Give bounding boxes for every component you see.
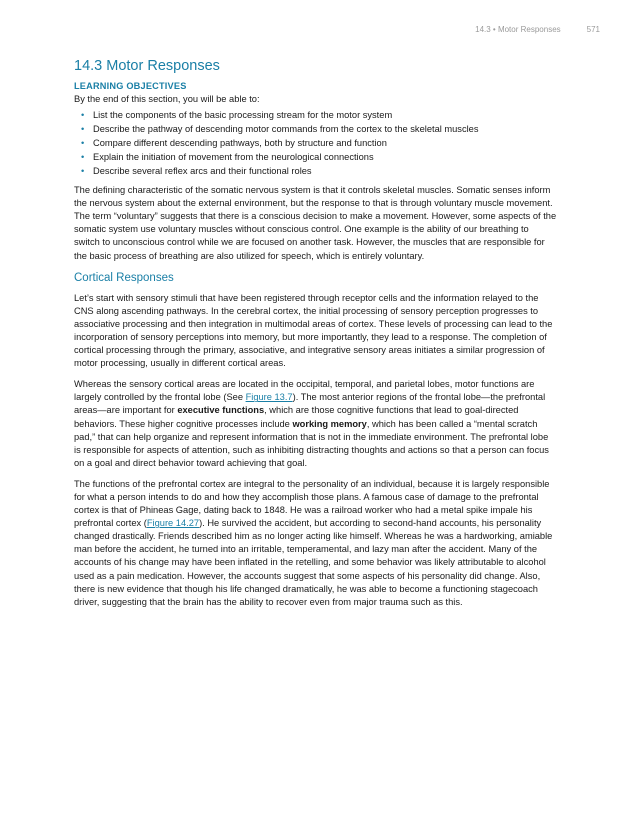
objective-item	[74, 108, 557, 122]
running-header	[475, 25, 600, 34]
objective-text: Describe the pathway of descending motor commands from the cortex to the skeletal muscles	[93, 124, 479, 135]
bullet-icon: •	[81, 124, 85, 135]
learning-objectives-list	[74, 108, 557, 178]
running-header-section: 14.3 • Motor Responses	[475, 25, 561, 34]
term-executive-functions: executive functions	[177, 405, 265, 416]
objective-text: List the components of the basic processing stream for the motor system	[93, 110, 393, 121]
subsection-heading: Cortical Responses	[74, 271, 174, 284]
objective-text: Describe several reflex arcs and their functional roles	[93, 166, 312, 177]
objective-text: Explain the initiation of movement from the neurological connections	[93, 152, 374, 163]
figure-13-7-link[interactable]: Figure 13.7	[245, 392, 293, 403]
bullet-icon: •	[81, 110, 85, 121]
bullet-icon: •	[81, 166, 85, 177]
page-number: 571	[586, 25, 600, 34]
bullet-icon: •	[81, 138, 85, 149]
bullet-icon: •	[81, 152, 85, 163]
main-content	[74, 57, 557, 617]
cortical-paragraph-2	[74, 378, 557, 470]
paragraph-text: ). The most anterior regions of the frontal lobe—the prefrontal areas—are important for	[74, 392, 546, 416]
paragraph-text: Whereas the sensory cortical areas are located in the occipital, temporal, and parietal lobes, motor functions are largely controlled by the frontal lobe (See	[74, 379, 535, 403]
objective-text: Compare different descending pathways, both by structure and function	[93, 138, 387, 149]
objective-item	[74, 150, 557, 164]
intro-paragraph: The defining characteristic of the somatic nervous system is that it controls skeletal muscles. Somatic senses inform the nervous system about the external environment, but the response to that is through voluntary muscle movement. The term “voluntary” suggests that there is a conscious decision to make a movement. However, some aspects of the somatic system use voluntary muscles without conscious control. One example is the ability of our breathing to switch to unconscious control while we are focused on another task. However, the muscles that are responsible for the basic process of breathing are also utilized for speech, which is entirely voluntary.	[74, 185, 557, 261]
term-working-memory: working memory	[292, 418, 367, 429]
cortical-paragraph-3	[74, 478, 557, 609]
cortical-paragraph-1: Let’s start with sensory stimuli that have been registered through receptor cells and the information relayed to the CNS along ascending pathways. In the cerebral cortex, the initial processing of sensory perception progresses to associative processing and then integration in multimodal areas of cortex. These levels of processing can lead to the incorporation of sensory perceptions into memory, but more importantly, they lead to a response. The completion of cortical processing through the primary, associative, and integrative sensory areas initiates a similar progression of motor processing, usually in different cortical areas.	[74, 292, 553, 369]
paragraph-text: , which are those cognitive functions that lead to goal-directed behaviors. These higher cognitive processes include	[74, 405, 519, 429]
objective-item	[74, 136, 557, 150]
objective-item	[74, 122, 557, 136]
learning-objectives-intro: By the end of this section, you will be able to:	[74, 94, 260, 104]
section-title: 14.3 Motor Responses	[74, 58, 220, 74]
paragraph-text: ). He survived the accident, but according to second-hand accounts, his personality changed drastically. Friends described him as no longer acting like himself. Whereas he was a hardworking, amiable man before the accident, he turned into an irritable, temperamental, and lazy man after the accident. Many of the accounts of his change may have been inflated in the retelling, and some behavior was likely attributable to alcohol used as a pain medication. However, the accounts suggest that some aspects of his personality did change. Also, there is new evidence that though his life changed dramatically, he was able to become a functioning stagecoach driver, suggesting that the brain has the ability to recover even from major trauma such as this.	[74, 518, 553, 607]
figure-14-27-link[interactable]: Figure 14.27	[146, 518, 200, 529]
paragraph-text: , which has been called a “mental scratch pad,” that can help organize and represent information that is not in the immediate environment. The prefrontal lobe is responsible for aspects of attention, such as inhibiting distracting thoughts and actions so that a person can focus on a goal and direct behavior toward achieving that goal.	[74, 418, 549, 468]
paragraph-text: The functions of the prefrontal cortex are integral to the personality of an individual, because it is largely responsible for what a person intends to do and how they accomplish those plans. A famous case of damage to the prefrontal cortex is that of Phineas Gage, dating back to 1848. He was a railroad worker who had a metal spike impale his prefrontal cortex (	[74, 478, 550, 529]
objective-item	[74, 164, 557, 178]
learning-objectives-heading: LEARNING OBJECTIVES	[74, 81, 187, 91]
